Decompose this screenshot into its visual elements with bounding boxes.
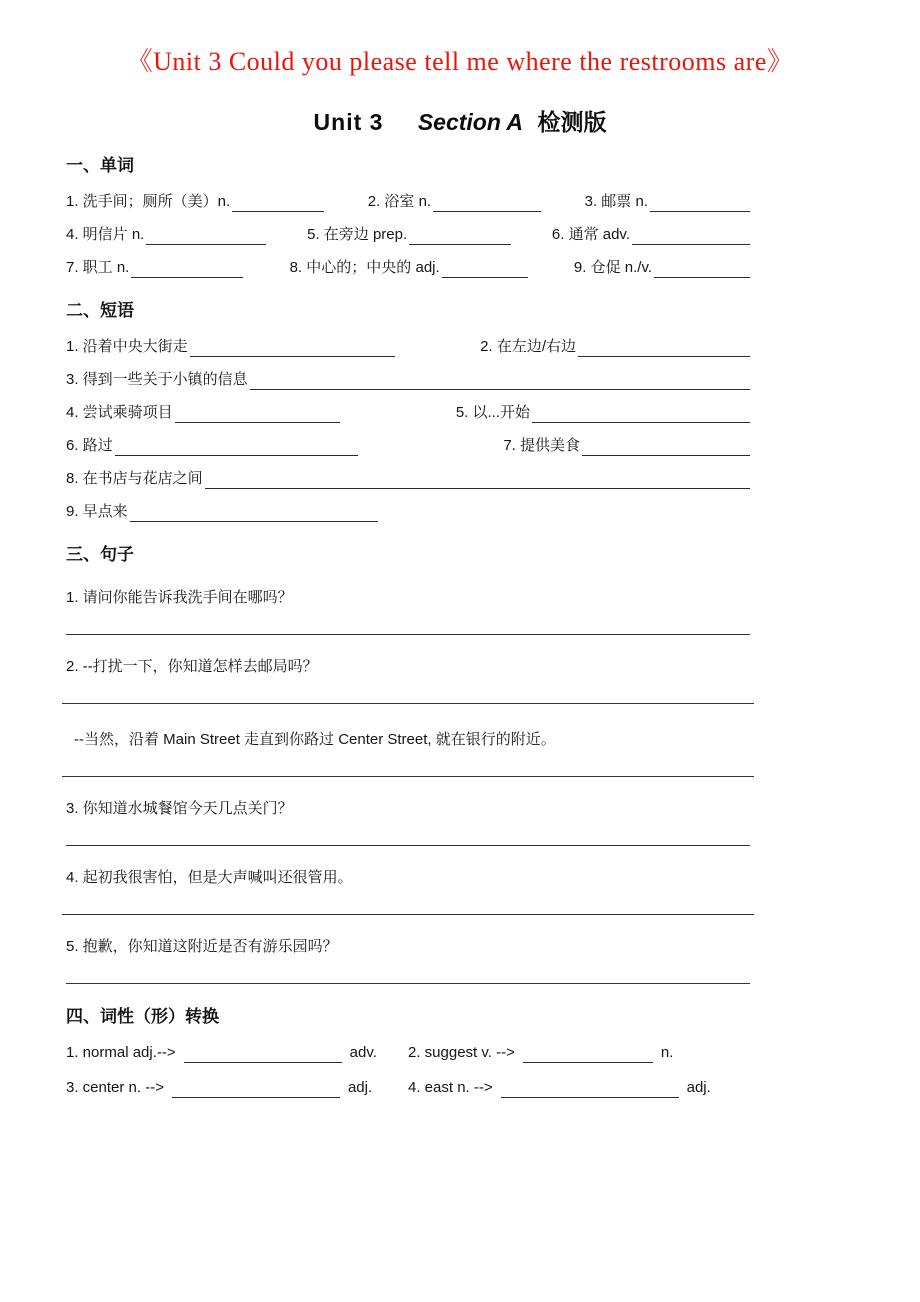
word-label: 1. 洗手间；厕所（美）n.: [66, 193, 231, 210]
phrase-label: 4. 尝试乘骑项目: [66, 404, 173, 421]
doc-title-type: 检测版: [537, 109, 607, 135]
word-item: [585, 192, 750, 212]
word-label: 9. 仓促 n./v.: [573, 259, 652, 276]
conversion-pos: adj.: [686, 1079, 711, 1096]
blank-underline: [184, 1047, 342, 1063]
blank-underline: [115, 440, 358, 456]
page-title: 《Unit 3 Could you please tell me where the restrooms are》: [126, 47, 794, 76]
sentence-text: 5. 抱歉，你知道这附近是否有游乐园吗？: [66, 938, 338, 955]
word-label: 4. 明信片 n.: [66, 226, 145, 243]
blank-underline: [146, 229, 266, 245]
doc-title: [0, 104, 920, 137]
sentence-text: 4. 起初我很害怕，但是大声喊叫还很管用。: [66, 869, 353, 886]
word-item: [290, 258, 528, 278]
answer-line: [66, 845, 750, 846]
word-item: [66, 192, 324, 212]
blank-underline: [654, 262, 750, 278]
conversion-item: [66, 1078, 408, 1098]
phrases-row-5: [66, 469, 750, 489]
sentence-text: --当然，沿着 Main Street 走直到你路过 Center Street, 就在银行的附近。: [74, 731, 556, 748]
section-heading-words: 一、单词: [66, 156, 134, 175]
phrase-item: [503, 436, 750, 456]
word-item: [66, 258, 243, 278]
blank-underline: [205, 473, 750, 489]
phrases-row-2: [66, 370, 750, 390]
phrase-item: [66, 403, 340, 423]
blank-underline: [175, 407, 340, 423]
conversion-pos: n.: [660, 1044, 674, 1061]
blank-underline: [409, 229, 511, 245]
word-item: [574, 258, 750, 278]
sentence-text: 3. 你知道水城餐馆今天几点关门？: [66, 800, 293, 817]
sentence-text: 2. --打扰一下，你知道怎样去邮局吗？: [66, 658, 318, 675]
word-label: 2. 浴室 n.: [367, 193, 432, 210]
conversion-item: [408, 1078, 750, 1098]
blank-underline: [130, 506, 378, 522]
phrase-item: [480, 337, 750, 357]
words-row-1: [66, 192, 750, 212]
answer-line: [66, 983, 750, 984]
blank-underline: [433, 196, 541, 212]
conversion-row-2: [66, 1078, 750, 1098]
blank-underline: [523, 1047, 653, 1063]
doc-title-section: Section A: [417, 109, 524, 135]
section-heading-conversion: 四、词性（形）转换: [66, 1007, 219, 1026]
word-item: [307, 225, 511, 245]
blank-underline: [232, 196, 324, 212]
word-label: 3. 邮票 n.: [584, 193, 648, 210]
conversion-item: [408, 1043, 750, 1063]
blank-underline: [190, 341, 395, 357]
phrase-label: 1. 沿着中央大街走: [66, 338, 188, 355]
conversion-pos: adj.: [347, 1079, 373, 1096]
section-heading-phrases: 二、短语: [66, 301, 134, 320]
blank-underline: [578, 341, 750, 357]
answer-line: [62, 703, 754, 704]
word-item: [552, 225, 750, 245]
answer-line: [66, 634, 750, 635]
worksheet-content: [66, 155, 750, 1098]
word-label: 8. 中心的；中央的 adj.: [289, 259, 440, 276]
blank-underline: [650, 196, 750, 212]
phrase-item: [456, 403, 750, 423]
phrase-label: 3. 得到一些关于小镇的信息: [66, 371, 248, 388]
words-row-3: [66, 258, 750, 278]
answer-line: [62, 776, 754, 777]
phrases-row-3: [66, 403, 750, 423]
section-heading-sentences: 三、句子: [66, 545, 134, 564]
conversion-label: 2. suggest v. -->: [408, 1044, 515, 1061]
phrase-label: 6. 路过: [66, 437, 113, 454]
blank-underline: [632, 229, 750, 245]
blank-underline: [172, 1082, 340, 1098]
phrase-label: 7. 提供美食: [503, 437, 580, 454]
blank-underline: [532, 407, 750, 423]
word-label: 5. 在旁边 prep.: [307, 226, 408, 243]
conversion-label: 3. center n. -->: [66, 1079, 164, 1096]
word-item: [66, 225, 266, 245]
phrases-row-1: [66, 337, 750, 357]
conversion-row-1: [66, 1043, 750, 1063]
conversion-label: 4. east n. -->: [408, 1079, 493, 1096]
word-label: 7. 职工 n.: [66, 259, 130, 276]
blank-underline: [442, 262, 528, 278]
phrase-label: 9. 早点来: [66, 503, 128, 520]
phrases-row-6: [66, 502, 750, 522]
phrase-label: 5. 以...开始: [455, 404, 530, 421]
phrases-row-4: [66, 436, 750, 456]
phrase-label: 2. 在左边/右边: [480, 338, 576, 355]
phrase-item: [66, 436, 358, 456]
answer-line: [62, 914, 754, 915]
word-label: 6. 通常 adv.: [551, 226, 630, 243]
blank-underline: [501, 1082, 679, 1098]
blank-underline: [131, 262, 243, 278]
conversion-item: [66, 1043, 408, 1063]
doc-title-unit: Unit 3: [313, 109, 384, 135]
words-row-2: [66, 225, 750, 245]
conversion-pos: adv.: [349, 1044, 377, 1061]
conversion-label: 1. normal adj.-->: [66, 1044, 176, 1061]
sentence-text: 1. 请问你能告诉我洗手间在哪吗？: [66, 589, 293, 606]
blank-underline: [250, 374, 750, 390]
blank-underline: [582, 440, 750, 456]
phrase-label: 8. 在书店与花店之间: [66, 470, 203, 487]
phrase-item: [66, 337, 395, 357]
word-item: [368, 192, 541, 212]
